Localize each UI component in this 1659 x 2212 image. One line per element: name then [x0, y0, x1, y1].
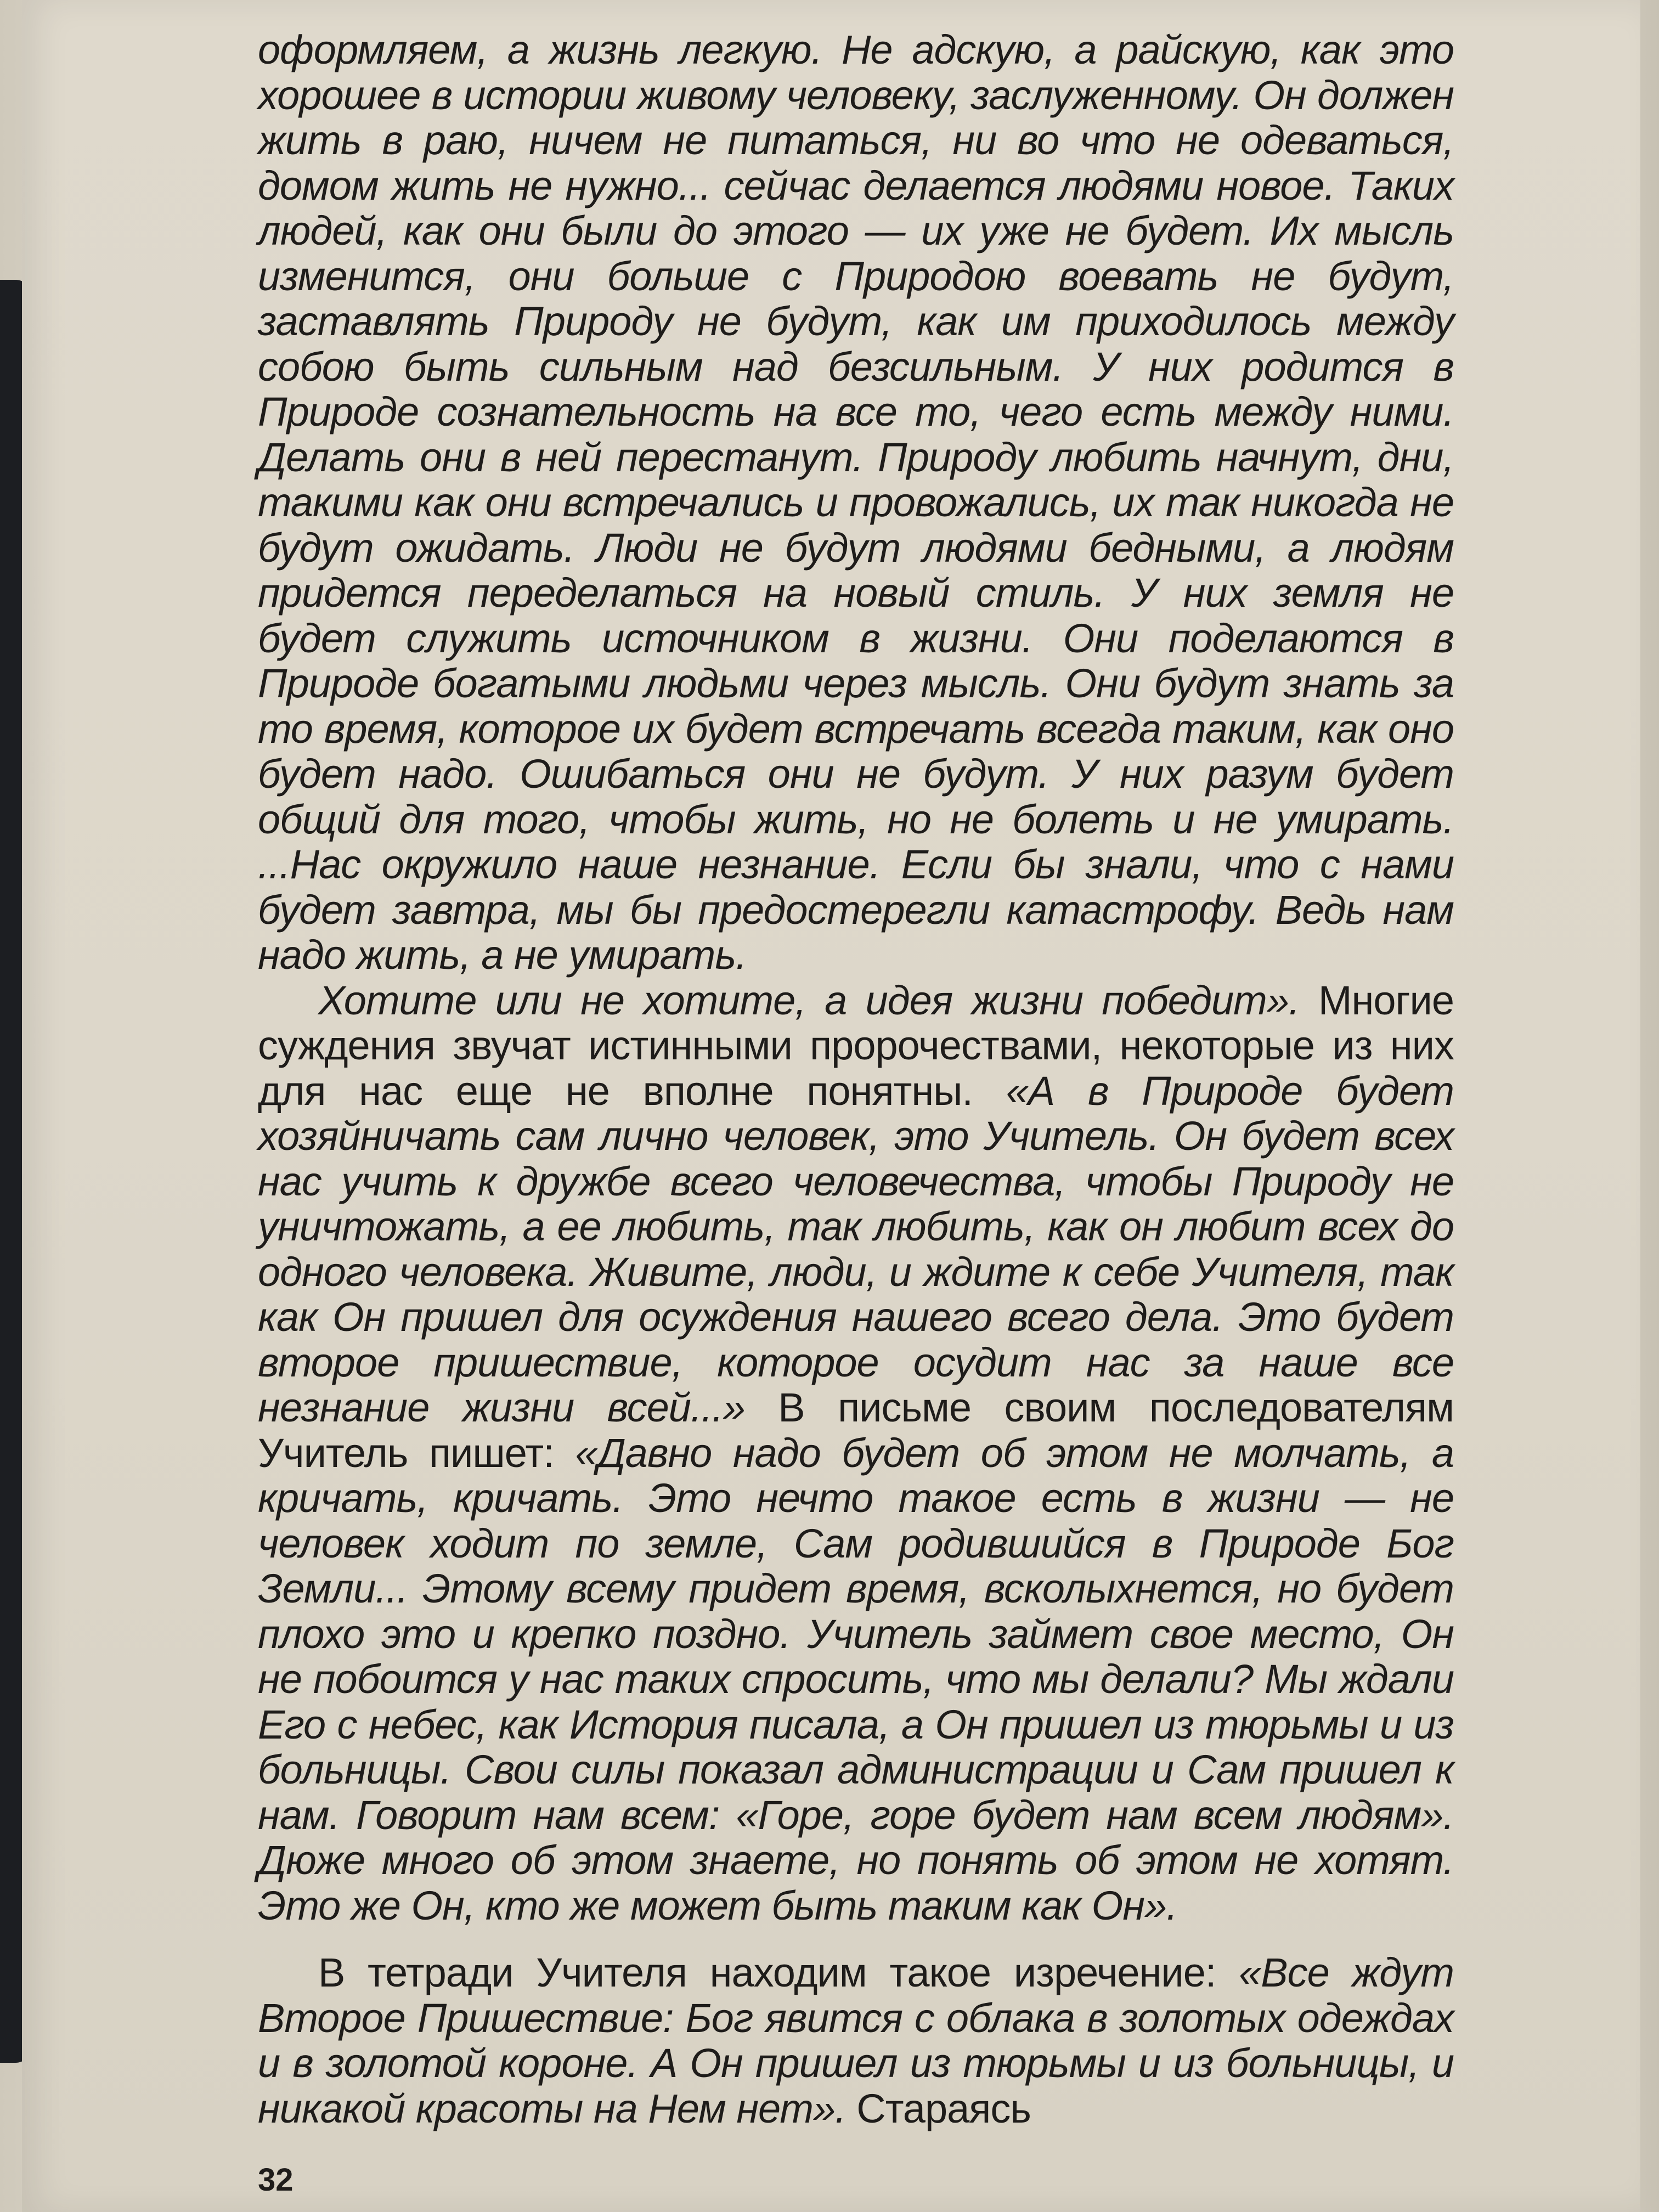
text-run: Хотите или не хотите, а идея жизни победит». [318, 977, 1300, 1023]
text-run: «А в Природе будет хозяйничать сам лично человек, это Учитель. Он будет всех нас учить к дружбе всего человечества, чтобы Природу не уничтожать, а ее любить, так любить, как он любит всех до одного человека. Живите, люди, и ждите к себе Учителя, так как Он пришел для осуждения нашего всего дела. Это будет второе пришествие, которое осудит нас за наше все незнание жизни всей...» [258, 1068, 1454, 1430]
text-run: «Все ждут Второе Пришествие: Бог явится с облака в золотых одеждах и в золотой короне. А Он пришел из тюрьмы и из больницы, и никакой красоты на Нем нет». [258, 1950, 1454, 2131]
text-run: «Давно надо будет об этом не молчать, а кричать, кричать. Это нечто такое есть в жизни — не человек ходит по земле, Сам родившийся в Природе Бог Земли... Этому всему придет время, всколыхнется, но будет плохо это и крепко поздно. Учитель займет свое место, Он не побоится у нас таких спросить, что мы делали? Мы ждали Его с небес, как История писала, а Он пришел из тюрьмы и из больницы. Свои силы показал администрации и Сам пришел к нам. Говорит нам всем: «Горе, горе будет нам всем людям». Дюже много об этом знаете, но понять об этом не хотят. Это же Он, кто же может быть таким как Он». [258, 1430, 1454, 1928]
page-number: 32 [258, 2162, 294, 2198]
text-run: Многие суждения звучат истинными пророчествами, некоторые из них для нас еще не вполне понятны. [258, 977, 1454, 1114]
text-run: В письме своим последователям Учитель пишет: [258, 1385, 1454, 1476]
text-run: Стараясь [845, 2085, 1031, 2131]
body-text [258, 27, 1454, 2131]
paragraph-2 [258, 978, 1454, 1929]
text-run: В тетради Учителя находим такое изречение: [318, 1950, 1239, 1995]
paragraph-1 [258, 27, 1454, 978]
paragraph-3 [258, 1950, 1454, 2131]
text-run: оформляем, а жизнь легкую. Не адскую, а райскую, как это хорошее в истории живому человеку, заслуженному. Он должен жить в раю, ничем не питаться, ни во что не одеваться, домом жить не нужно... сейчас делается людями новое. Таких людей, как они были до этого — их уже не будет. Их мысль изменится, они больше с Природою воевать не будут, заставлять Природу не будут, как им приходилось между собою быть сильным над безсильным. У них родится в Природе сознательность на все то, чего есть между ними. Делать они в ней перестанут. Природу любить начнут, дни, такими как они встречались и провожались, их так никогда не будут ожидать. Люди не будут людями бедными, а людям придется переделаться на новый стиль. У них земля не будет служить источником в жизни. Они поделаются в Природе богатыми людьми через мысль. Они будут знать за то время, которое их будет встречать всегда таким, как оно будет надо. Ошибаться они не будут. У них разум будет общий для того, чтобы жить, но не болеть и не умирать. ...Нас окружило наше незнание. Если бы знали, что с нами будет завтра, мы бы предостерегли катастрофу. Ведь нам надо жить, а не умирать. [258, 27, 1454, 978]
